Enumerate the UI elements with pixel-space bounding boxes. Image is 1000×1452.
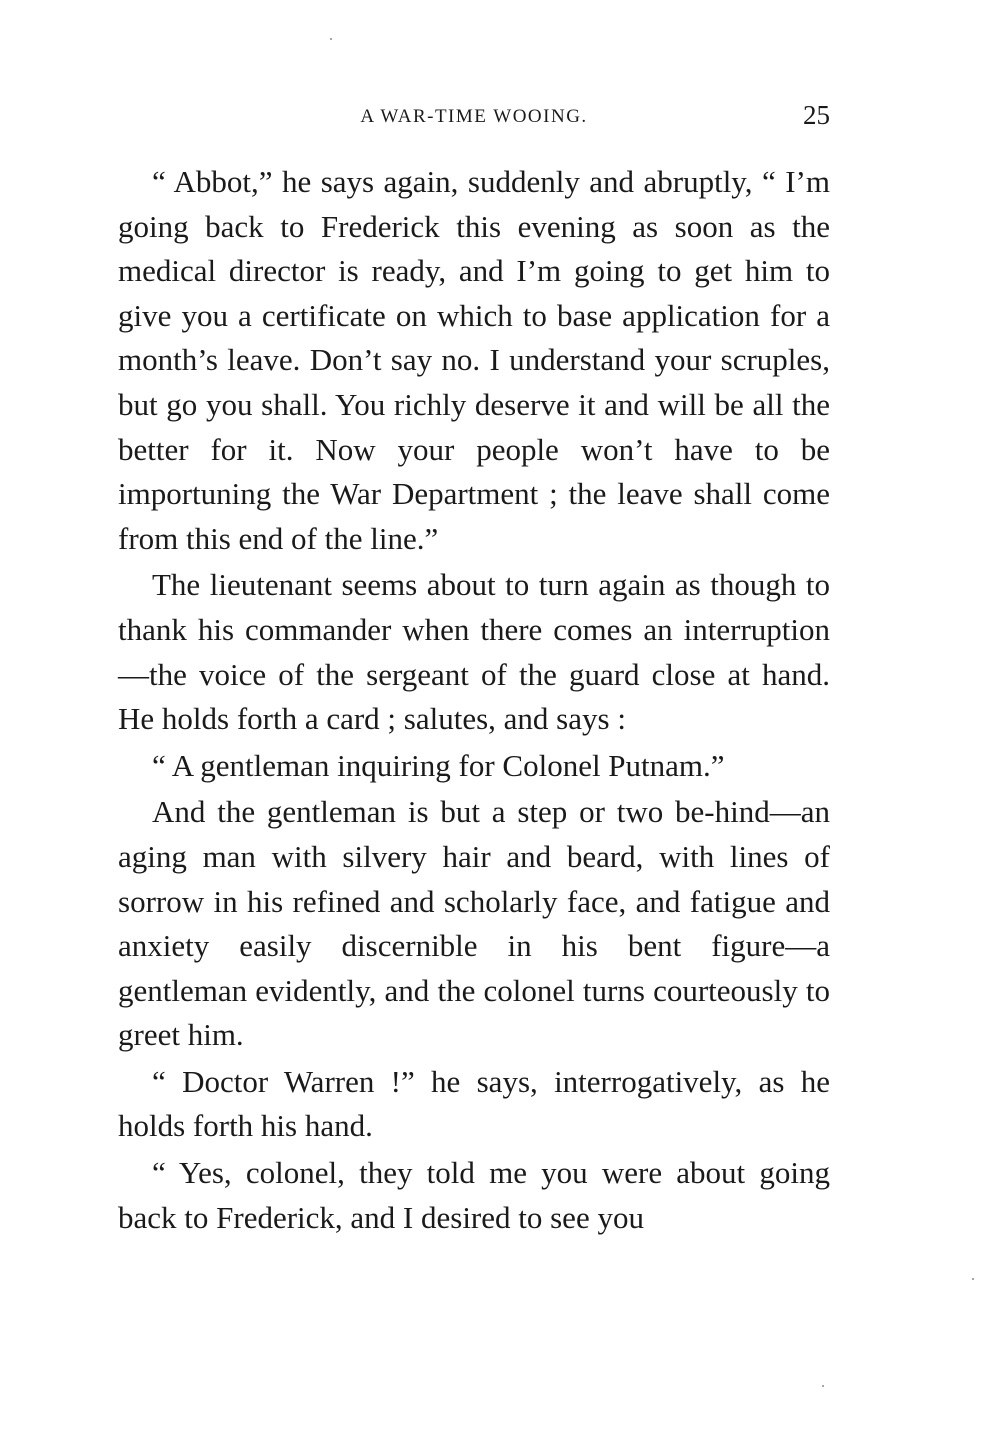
paragraph: “ A gentleman inquiring for Colonel Putnam.” bbox=[152, 747, 725, 783]
paragraph: And the gentleman is but a step or two be-hind—an aging man with silvery hair and beard, with lines of sorrow in his refined and scholarly face, and fatigue and anxiety easily discernible in his bent figure—a gentleman evidently, and the colonel turns courteously to greet him. bbox=[118, 794, 830, 1053]
paragraph: The lieutenant seems about to turn again as though to thank his commander when there comes an interruption—the voice of the sergeant of the guard close at hand. He holds forth a card ; salutes, and says : bbox=[118, 567, 830, 737]
paper-speck bbox=[822, 1385, 824, 1387]
paper-speck bbox=[330, 38, 332, 40]
body-text bbox=[118, 160, 830, 1240]
page-number: 25 bbox=[803, 100, 830, 130]
paragraph: “ Abbot,” he says again, suddenly and abruptly, “ I’m going back to Frederick this evening as soon as the medical director is ready, and I’m going to get him to give you a certificate on which to base application for a month’s leave. Don’t say no. I understand your scruples, but go you shall. You richly deserve it and will be all the better for it. Now your people won’t have to be importuning the War Department ; the leave shall come from this end of the line.” bbox=[118, 164, 830, 556]
running-head bbox=[118, 100, 830, 136]
paper-speck bbox=[972, 1278, 974, 1280]
paragraph: “ Doctor Warren !” he says, interrogatively, as he holds forth his hand. bbox=[118, 1063, 830, 1144]
paragraph: “ Yes, colonel, they told me you were about going back to Frederick, and I desired to see you bbox=[118, 1155, 830, 1235]
running-title: A WAR-TIME WOOING. bbox=[360, 106, 588, 127]
